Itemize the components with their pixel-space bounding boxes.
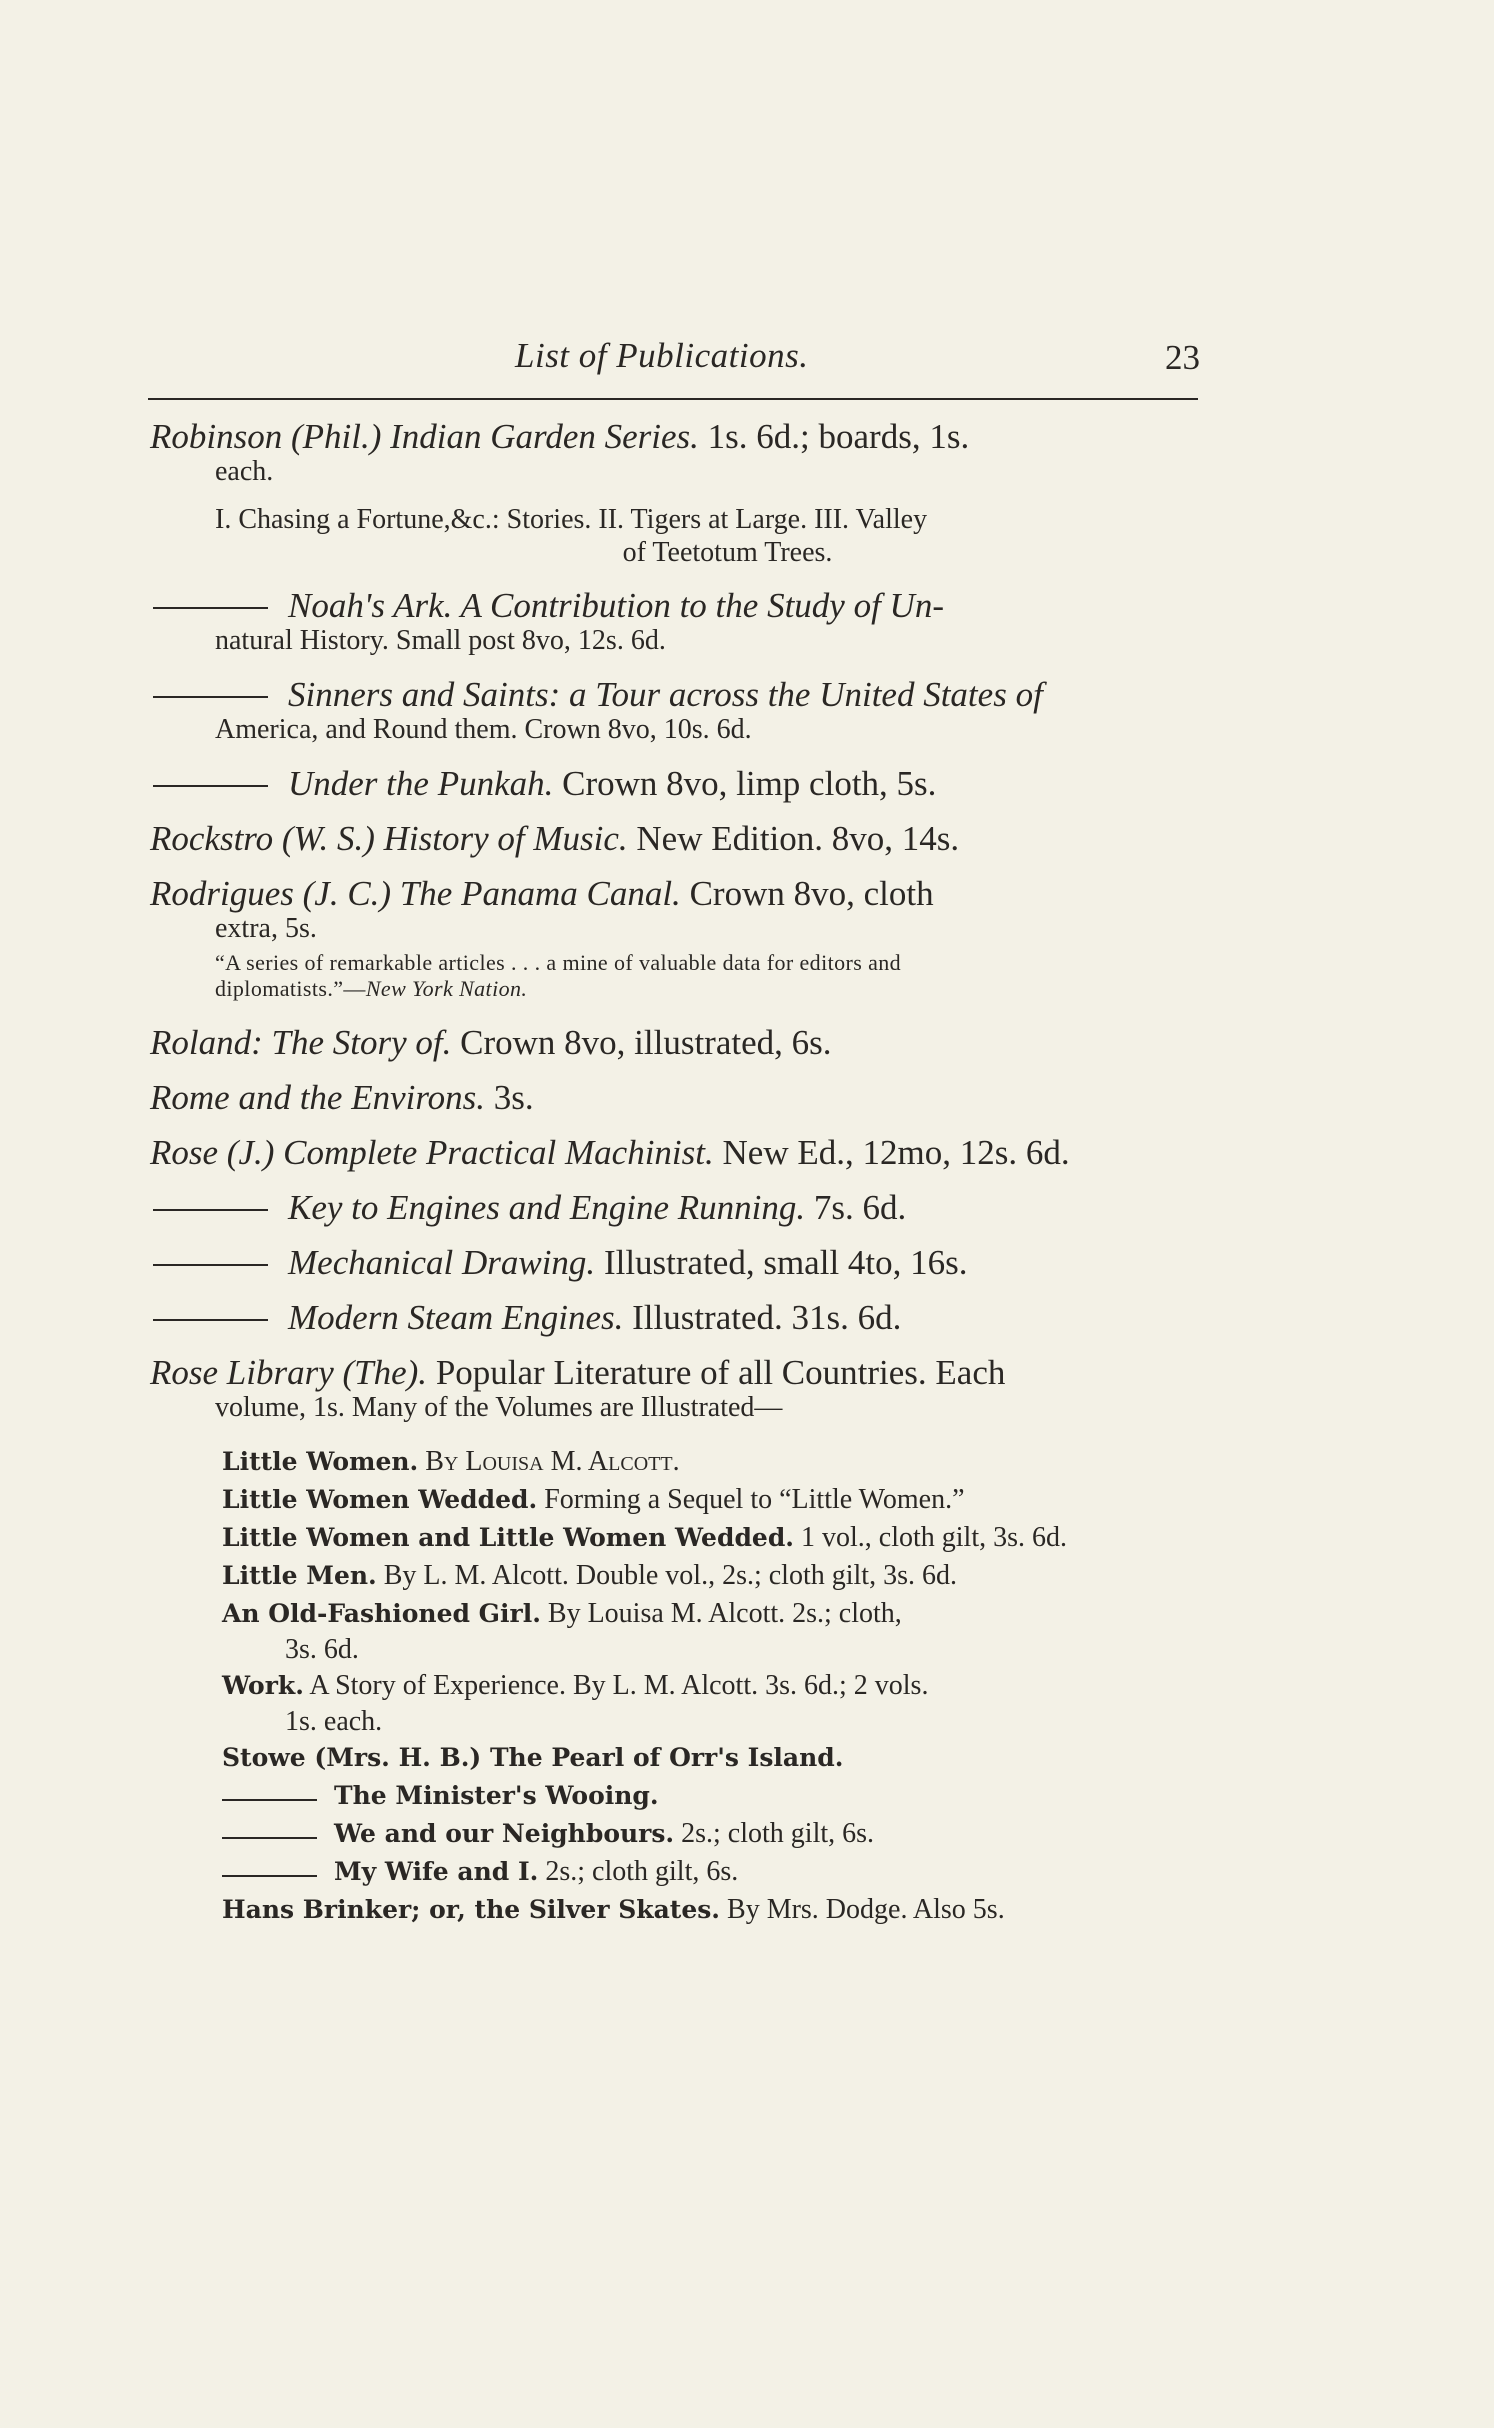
list-item (222, 1443, 1200, 1481)
entry-price: Illustrated. 31s. 6d. (632, 1298, 902, 1337)
entry-robinson-series (150, 503, 1200, 569)
entry-title: History of Music. (383, 819, 628, 858)
running-title: List of Publications. (515, 336, 809, 375)
ditto-rule (153, 1319, 268, 1321)
ditto-rule (153, 607, 268, 609)
list-item (222, 1739, 1200, 1777)
list-item (222, 1595, 1200, 1667)
entry-sinners-cont (150, 713, 1200, 747)
entry-price: Crown 8vo, limp cloth, 5s. (562, 764, 937, 803)
list-item-detail: By Louisa M. Alcott. 2s.; cloth, (547, 1598, 902, 1629)
list-item-title: Little Women Wedded. (222, 1485, 538, 1514)
list-item-continuation: 3s. 6d. (285, 1634, 359, 1665)
series-line: of Teetotum Trees. (622, 537, 833, 568)
entry-title: Roland: The Story of. (150, 1023, 452, 1062)
entry-author-initials: (Phil.) (290, 417, 382, 456)
entry-price: 3s. (493, 1078, 534, 1117)
ditto-rule (222, 1799, 317, 1801)
header-rule (148, 398, 1198, 400)
entry-author: Rose (J.) (150, 1133, 275, 1172)
list-item (222, 1777, 1200, 1815)
list-item (222, 1519, 1200, 1557)
list-item (222, 1891, 1200, 1929)
ditto-rule (153, 1209, 268, 1211)
list-item-title: Little Men. (222, 1561, 377, 1590)
quote-source: New York Nation. (365, 976, 528, 1001)
entry-continuation: natural History. Small post 8vo, 12s. 6d. (215, 625, 666, 656)
entry-price: Crown 8vo, cloth (689, 874, 934, 913)
series-line: I. Chasing a Fortune,&c.: Stories. II. Tigers at Large. III. Valley (215, 504, 928, 535)
entry-title: Noah's Ark. A Contribution to the Study of Un- (288, 586, 944, 625)
entry-sinners-saints (150, 676, 1200, 713)
list-item-detail: A Story of Experience. By L. M. Alcott. 3s. 6d.; 2 vols. (309, 1670, 929, 1701)
entry-rome (150, 1079, 1200, 1116)
entry-continuation: America, and Round them. Crown 8vo, 10s. 6d. (215, 714, 752, 745)
list-item-detail: By Louisa M. Alcott. (425, 1446, 680, 1477)
list-item-title: Little Women and Little Women Wedded. (222, 1523, 795, 1552)
list-item-detail: By Mrs. Dodge. Also 5s. (727, 1894, 1005, 1925)
entry-rose-library (150, 1354, 1200, 1425)
ditto-rule (222, 1875, 317, 1877)
ditto-rule (222, 1837, 317, 1839)
entry-rodrigues (150, 875, 1200, 946)
entry-price: New Ed., 12mo, 12s. 6d. (722, 1133, 1070, 1172)
ditto-rule (153, 785, 268, 787)
page-header (150, 330, 1200, 390)
entry-price: Illustrated, small 4to, 16s. (603, 1243, 968, 1282)
list-item (222, 1667, 1200, 1739)
list-item-title: Stowe (Mrs. H. B.) The Pearl of Orr's Island. (222, 1743, 844, 1772)
entry-rose-modern (150, 1299, 1200, 1336)
entry-title: Rose Library (The). (150, 1353, 428, 1392)
entry-rockstro (150, 820, 1200, 857)
entry-rose-key (150, 1189, 1200, 1226)
entry-price: Crown 8vo, illustrated, 6s. (460, 1023, 832, 1062)
entry-title: The Panama Canal. (399, 874, 681, 913)
entry-continuation: volume, 1s. Many of the Volumes are Illustrated— (215, 1392, 783, 1423)
entry-robinson (150, 418, 1200, 489)
entry-continuation: extra, 5s. (215, 913, 317, 944)
list-item-title: The Minister's Wooing. (334, 1781, 659, 1810)
list-item (222, 1853, 1200, 1891)
entry-author: Rodrigues (J. C.) (150, 874, 392, 913)
entry-title: Under the Punkah. (288, 764, 554, 803)
entry-title: Mechanical Drawing. (288, 1243, 596, 1282)
list-item-title: Little Women. (222, 1447, 419, 1476)
list-item (222, 1481, 1200, 1519)
list-item-title: Work. (222, 1671, 304, 1700)
quote-line: “A series of remarkable articles . . . a mine of valuable data for editors and (215, 950, 902, 975)
entry-under-the-punkah (150, 765, 1200, 802)
press-quote (150, 950, 1200, 1002)
entry-title: Sinners and Saints: a Tour across the United States of (288, 675, 1043, 714)
list-item-detail: 2s.; cloth gilt, 6s. (545, 1856, 739, 1887)
entry-roland (150, 1024, 1200, 1061)
list-item (222, 1557, 1200, 1595)
quote-line: diplomatists.”— (215, 976, 366, 1001)
entry-price: 7s. 6d. (813, 1188, 907, 1227)
entry-title: Modern Steam Engines. (288, 1298, 624, 1337)
entry-title: Indian Garden Series. (390, 417, 699, 456)
entry-author: Robinson (150, 417, 283, 456)
entry-description: Popular Literature of all Countries. Each (435, 1353, 1006, 1392)
entry-price: New Edition. 8vo, 14s. (636, 819, 960, 858)
entry-noahs-ark (150, 587, 1200, 624)
entry-author: Rockstro (W. S.) (150, 819, 375, 858)
list-item-title: We and our Neighbours. (334, 1819, 675, 1848)
publication-list (150, 418, 1200, 1929)
entry-title: Complete Practical Machinist. (283, 1133, 714, 1172)
list-item-title: My Wife and I. (334, 1857, 539, 1886)
entry-price: 1s. 6d.; boards, 1s. (707, 417, 970, 456)
entry-rose-mechanical (150, 1244, 1200, 1281)
list-item-detail: 2s.; cloth gilt, 6s. (681, 1818, 875, 1849)
entry-title: Key to Engines and Engine Running. (288, 1188, 806, 1227)
list-item-detail: Forming a Sequel to “Little Women.” (544, 1484, 965, 1515)
list-item-title: Hans Brinker; or, the Silver Skates. (222, 1895, 721, 1924)
entry-continuation: each. (215, 456, 274, 487)
rose-library-list (150, 1443, 1200, 1929)
ditto-rule (153, 696, 268, 698)
page-number: 23 (1165, 338, 1200, 377)
entry-rose (150, 1134, 1200, 1171)
entry-noahs-ark-cont (150, 624, 1200, 658)
entry-title: Rome and the Environs. (150, 1078, 486, 1117)
list-item-detail: By L. M. Alcott. Double vol., 2s.; cloth gilt, 3s. 6d. (383, 1560, 957, 1591)
list-item-continuation: 1s. each. (285, 1706, 383, 1737)
list-item (222, 1815, 1200, 1853)
ditto-rule (153, 1264, 268, 1266)
list-item-detail: 1 vol., cloth gilt, 3s. 6d. (801, 1522, 1068, 1553)
list-item-title: An Old-Fashioned Girl. (222, 1599, 541, 1628)
